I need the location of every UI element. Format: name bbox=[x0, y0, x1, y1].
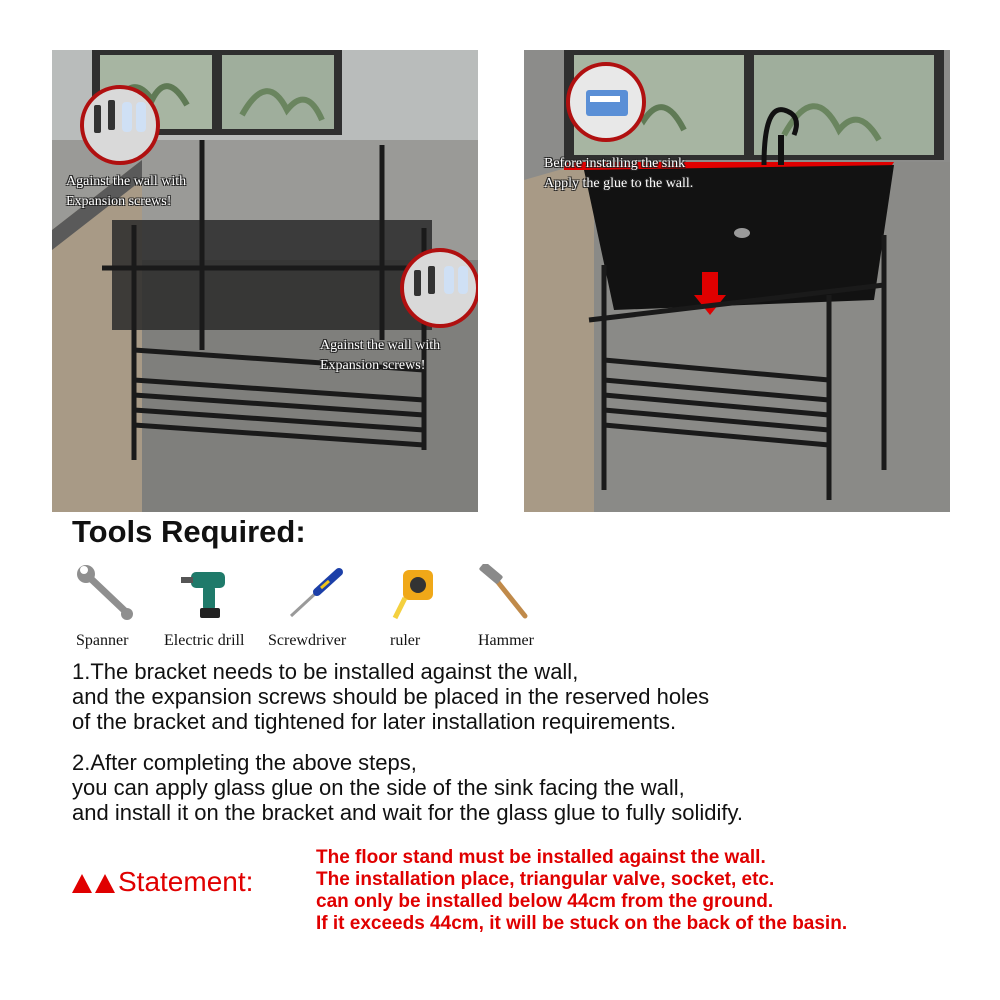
callout-glue bbox=[544, 154, 693, 194]
tool-label-hammer: Hammer bbox=[478, 632, 534, 649]
statement-line: The floor stand must be installed against the wall. bbox=[316, 847, 766, 868]
instruction-line: you can apply glass glue on the side of the sink facing the wall, bbox=[72, 775, 685, 800]
hammer-icon bbox=[475, 564, 539, 622]
instruction-line: and the expansion screws should be placed in the reserved holes bbox=[72, 684, 710, 709]
statement-heading bbox=[72, 866, 253, 898]
sink-photo bbox=[524, 50, 950, 512]
statement-text bbox=[316, 847, 847, 935]
warning-triangle-icon bbox=[95, 874, 115, 893]
instruction-line: 1.The bracket needs to be installed against the wall, bbox=[72, 659, 579, 684]
statement-line: can only be installed below 44cm from the ground. bbox=[316, 891, 774, 912]
instruction-line: 2.After completing the above steps, bbox=[72, 750, 417, 775]
callout-line: Against the wall with bbox=[320, 338, 441, 353]
callout-line: Before installing the sink bbox=[544, 156, 686, 171]
callout-line: Expansion screws! bbox=[66, 194, 172, 209]
statement-label-text: Statement: bbox=[118, 866, 254, 897]
callout-line: Apply the glue to the wall. bbox=[544, 176, 694, 191]
instruction-step-2 bbox=[72, 750, 743, 825]
sink-illustration bbox=[524, 50, 950, 512]
statement-line: The installation place, triangular valve, socket, etc. bbox=[316, 869, 775, 890]
bracket-illustration bbox=[52, 50, 478, 512]
tape-measure-icon bbox=[385, 564, 449, 622]
tools-title: Tools Required: bbox=[72, 514, 306, 549]
callout-line: Expansion screws! bbox=[320, 358, 426, 373]
callout-line: Against the wall with bbox=[66, 174, 187, 189]
tool-label-ruler: ruler bbox=[390, 632, 421, 649]
bracket-photo bbox=[52, 50, 478, 512]
callout-top-left bbox=[66, 172, 186, 212]
electric-drill-icon bbox=[175, 564, 239, 622]
instruction-line: and install it on the bracket and wait for the glass glue to fully solidify. bbox=[72, 800, 743, 825]
tool-label-spanner: Spanner bbox=[76, 632, 129, 649]
callout-right-left-photo bbox=[320, 336, 440, 376]
tool-label-electric-drill: Electric drill bbox=[164, 632, 245, 649]
instruction-line: of the bracket and tightened for later installation requirements. bbox=[72, 709, 677, 734]
warning-triangle-icon bbox=[72, 874, 92, 893]
instruction-step-1 bbox=[72, 659, 709, 734]
statement-line: If it exceeds 44cm, it will be stuck on the back of the basin. bbox=[316, 913, 848, 934]
tool-label-screwdriver: Screwdriver bbox=[268, 632, 347, 649]
spanner-icon bbox=[74, 564, 138, 622]
screwdriver-icon bbox=[283, 564, 347, 622]
